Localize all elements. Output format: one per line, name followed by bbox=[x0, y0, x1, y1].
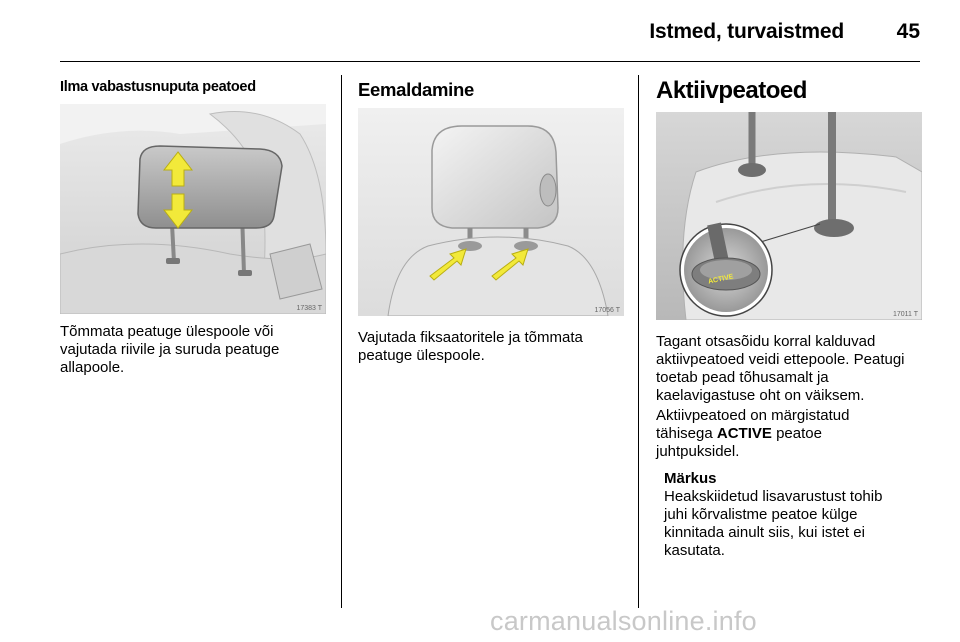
page-number: 45 bbox=[896, 20, 920, 43]
header-rule bbox=[60, 61, 920, 62]
headrest-adjust-illustration bbox=[60, 104, 326, 314]
figure-code: 17056 T bbox=[594, 307, 620, 314]
headrest-removal-illustration bbox=[358, 108, 624, 316]
active-label: ACTIVE bbox=[707, 273, 735, 286]
note-text: Heakskiidetud lisavarustust tohib juhi kõrvalistme peatoe külge kinnitada ainult siis, kui istet ei kasutata. bbox=[664, 488, 883, 559]
figure-code: 17011 T bbox=[892, 311, 918, 318]
left-heading: Ilma vabastusnuputa peatoed bbox=[60, 79, 256, 95]
note-title: Märkus bbox=[664, 470, 717, 487]
right-body-text-2: Aktiivpeatoed on märgistatud tähisega ACTIVE peatoe juhtpuksidel. bbox=[656, 407, 850, 460]
section-title: Istmed, turvaistmed bbox=[649, 20, 844, 43]
left-body-text: Tõmmata peatuge ülespoole või vajutada riivile ja suruda peatuge allapoole. bbox=[60, 323, 280, 376]
watermark: carmanualsonline.info bbox=[490, 606, 757, 636]
middle-heading: Eemaldamine bbox=[358, 79, 474, 100]
column-divider bbox=[341, 75, 342, 608]
active-headrest-figure bbox=[656, 112, 922, 320]
middle-body-text: Vajutada fiksaatoritele ja tõmmata peatuge ülespoole. bbox=[358, 329, 583, 364]
right-heading: Aktiivpeatoed bbox=[656, 77, 807, 104]
active-headrest-illustration bbox=[656, 112, 922, 320]
figure-code: 17383 T bbox=[296, 305, 322, 312]
active-marking: ACTIVE bbox=[716, 425, 772, 442]
headrest-removal-figure bbox=[358, 108, 624, 316]
column-divider bbox=[638, 75, 639, 608]
headrest-adjust-figure bbox=[60, 104, 326, 314]
right-body-text-1: Tagant otsasõidu korral kalduvad aktiivpeatoed veidi ettepoole. Peatugi toetab pead tõhusamalt ja kaelavigastuse oht on väiksem. bbox=[656, 333, 905, 404]
